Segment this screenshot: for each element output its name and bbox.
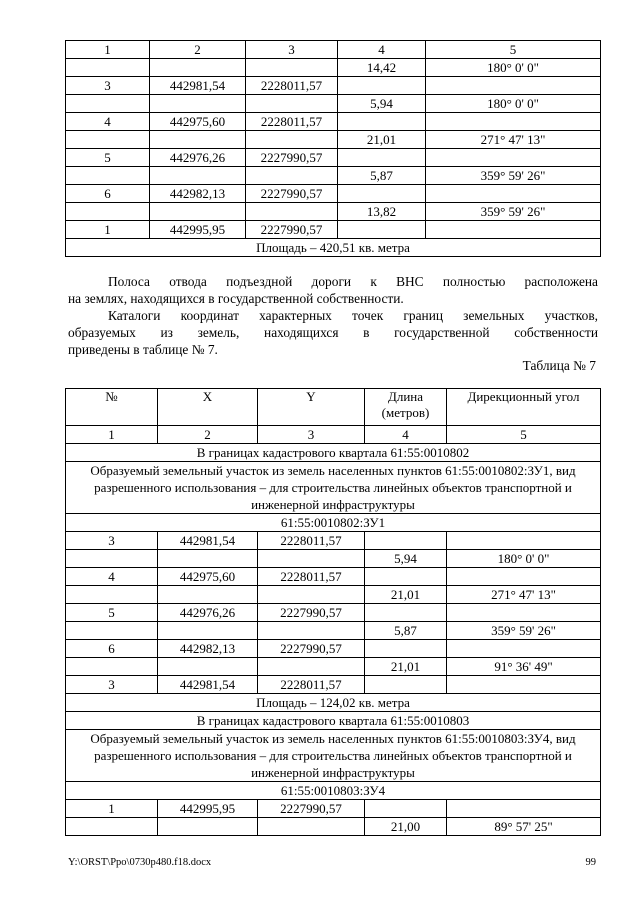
table-cell: 180° 0' 0" [426,95,601,113]
table-cell: 5,94 [365,550,447,568]
table-row [66,41,601,59]
table-cell: Длина (метров) [365,389,447,426]
table-row [66,586,601,604]
table-cell [426,185,601,203]
table-row [66,782,601,800]
table-cell: 21,00 [365,818,447,836]
table-cell: 21,01 [338,131,426,149]
table-row [66,800,601,818]
table-cell: 442975,60 [158,568,258,586]
paragraph-line: приведены в таблице № 7. [68,342,218,357]
coordinates-table-7 [65,388,601,836]
table-cell: 271° 47' 13" [447,586,601,604]
table-cell: 4 [338,41,426,59]
table-cell: 5,87 [338,167,426,185]
table-span-cell: Площадь – 420,51 кв. метра [66,239,601,257]
table-cell: 442981,54 [150,77,246,95]
table-cell [66,203,150,221]
table-cell [365,604,447,622]
table-span-cell: 61:55:0010802:ЗУ1 [66,514,601,532]
table-row [66,514,601,532]
table-cell: 442976,26 [150,149,246,167]
table-cell: 2 [150,41,246,59]
table-cell [66,550,158,568]
table-cell [150,203,246,221]
table-row [66,95,601,113]
paragraph-road-strip [68,273,598,307]
table-cell: 442982,13 [150,185,246,203]
table-cell [158,658,258,676]
table-cell: 359° 59' 26" [447,622,601,640]
table-cell: 91° 36' 49" [447,658,601,676]
table-cell [66,622,158,640]
table-cell: 3 [246,41,338,59]
table-row [66,658,601,676]
table-cell [338,221,426,239]
table-cell [447,640,601,658]
footer-file-path: Y:\ORST\Ppo\0730p480.f18.docx [68,857,212,868]
table-cell: 5 [66,604,158,622]
table-cell [150,131,246,149]
table-cell: 5 [447,426,601,444]
table-cell [66,59,150,77]
table-row [66,167,601,185]
table-cell [158,550,258,568]
table-cell: 1 [66,41,150,59]
table-cell [66,131,150,149]
table-cell [66,818,158,836]
table-cell: 271° 47' 13" [426,131,601,149]
table-cell: 442982,13 [158,640,258,658]
table-cell [246,95,338,113]
table-cell [447,568,601,586]
table-cell: 180° 0' 0" [426,59,601,77]
table-row [66,426,601,444]
table-cell: 13,82 [338,203,426,221]
table-cell [66,586,158,604]
table-cell [365,568,447,586]
table-label: Таблица № 7 [522,358,596,373]
paragraph-line: Полоса отвода подъездной дороги к ВНС полностью расположена [108,274,598,289]
table-row [66,694,601,712]
table-cell: 2227990,57 [246,185,338,203]
table-cell: 5 [66,149,150,167]
table-cell: 6 [66,640,158,658]
table-row [66,444,601,462]
table-cell: 3 [66,77,150,95]
table-row [66,550,601,568]
table-cell: 442981,54 [158,532,258,550]
table-cell: 4 [66,113,150,131]
table-cell: 3 [66,532,158,550]
table-cell [66,167,150,185]
table-cell: 442981,54 [158,676,258,694]
table-cell: 21,01 [365,586,447,604]
table-cell [365,532,447,550]
table-cell: 2228011,57 [258,568,365,586]
table-row [66,203,601,221]
table-cell [338,149,426,167]
table-cell: 4 [365,426,447,444]
table-cell [246,203,338,221]
table-cell [150,59,246,77]
table-cell: 2227990,57 [246,221,338,239]
table-cell: 2228011,57 [246,113,338,131]
table-cell [338,77,426,95]
table-row [66,389,601,426]
table-cell: 2227990,57 [258,640,365,658]
table-row [66,818,601,836]
table-cell: 21,01 [365,658,447,676]
table-cell [447,532,601,550]
table-row [66,622,601,640]
table-cell: 359° 59' 26" [426,203,601,221]
table-cell: 180° 0' 0" [447,550,601,568]
table-cell [426,149,601,167]
paragraph-line: образуемых из земель, находящихся в государственной собственности [68,325,598,340]
table-cell [258,550,365,568]
table-cell [258,622,365,640]
paragraph-line: Каталоги координат характерных точек границ земельных участков, [108,308,598,323]
table-cell: 442995,95 [158,800,258,818]
table-row [66,185,601,203]
table-span-cell: Площадь – 124,02 кв. метра [66,694,601,712]
table-row [66,640,601,658]
table-cell: 442995,95 [150,221,246,239]
table-cell: 2228011,57 [246,77,338,95]
table-cell: 359° 59' 26" [426,167,601,185]
table-cell [365,640,447,658]
page-number: 99 [585,857,596,868]
table-row [66,77,601,95]
table-span-cell: 61:55:0010803:ЗУ4 [66,782,601,800]
paragraph-line: на землях, находящихся в государственной собственности. [68,291,404,306]
table-span-cell: В границах кадастрового квартала 61:55:0010803 [66,712,601,730]
table-cell: 2227990,57 [258,604,365,622]
table-cell [338,185,426,203]
table-cell: Y [258,389,365,426]
table-cell [258,818,365,836]
table-cell [158,586,258,604]
table-row [66,568,601,586]
table-cell: 89° 57' 25" [447,818,601,836]
table-cell: 2228011,57 [258,532,365,550]
table-row [66,604,601,622]
table-cell [426,77,601,95]
table-row [66,59,601,77]
table-cell [246,167,338,185]
table-cell: 3 [258,426,365,444]
table-cell [158,818,258,836]
table-cell [246,59,338,77]
table-cell [447,604,601,622]
table-cell: 2228011,57 [258,676,365,694]
table-cell [258,586,365,604]
table-cell: 442976,26 [158,604,258,622]
table-cell [158,622,258,640]
table-row [66,730,601,782]
paragraph-catalogs [68,307,598,358]
table-cell [66,95,150,113]
table-cell: 5 [426,41,601,59]
table-span-cell: В границах кадастрового квартала 61:55:0010802 [66,444,601,462]
table-cell: 1 [66,800,158,818]
table-cell: 5,87 [365,622,447,640]
table-cell: 6 [66,185,150,203]
table-cell: X [158,389,258,426]
table-cell: 14,42 [338,59,426,77]
table-cell [426,113,601,131]
table-row [66,532,601,550]
table-row [66,113,601,131]
table-cell: 442975,60 [150,113,246,131]
table-cell: № [66,389,158,426]
table-row [66,712,601,730]
table-cell [246,131,338,149]
table-cell: 2227990,57 [246,149,338,167]
table-cell: 1 [66,221,150,239]
table-row [66,221,601,239]
table-cell [258,658,365,676]
table-row [66,462,601,514]
table-cell [447,800,601,818]
table-row [66,149,601,167]
table-cell: 2227990,57 [258,800,365,818]
table-cell: 3 [66,676,158,694]
table-cell: 4 [66,568,158,586]
table-span-cell: Образуемый земельный участок из земель населенных пунктов 61:55:0010803:ЗУ4, вид разрешенного использования – для строительства линейных объектов транспортной и инженерной инфраструктуры [66,730,601,782]
table-cell [426,221,601,239]
table-cell: 2 [158,426,258,444]
table-row [66,131,601,149]
coordinates-table-continued [65,40,601,257]
table-cell: 1 [66,426,158,444]
table-row [66,676,601,694]
table-cell [66,658,158,676]
table-cell [365,800,447,818]
table-cell [365,676,447,694]
table-cell [150,95,246,113]
table-cell: 5,94 [338,95,426,113]
table-cell [447,676,601,694]
table-cell: Дирекционный угол [447,389,601,426]
table-row [66,239,601,257]
table-cell [338,113,426,131]
table-cell [150,167,246,185]
table-span-cell: Образуемый земельный участок из земель населенных пунктов 61:55:0010802:ЗУ1, вид разрешенного использования – для строительства линейных объектов транспортной и инженерной инфраструктуры [66,462,601,514]
